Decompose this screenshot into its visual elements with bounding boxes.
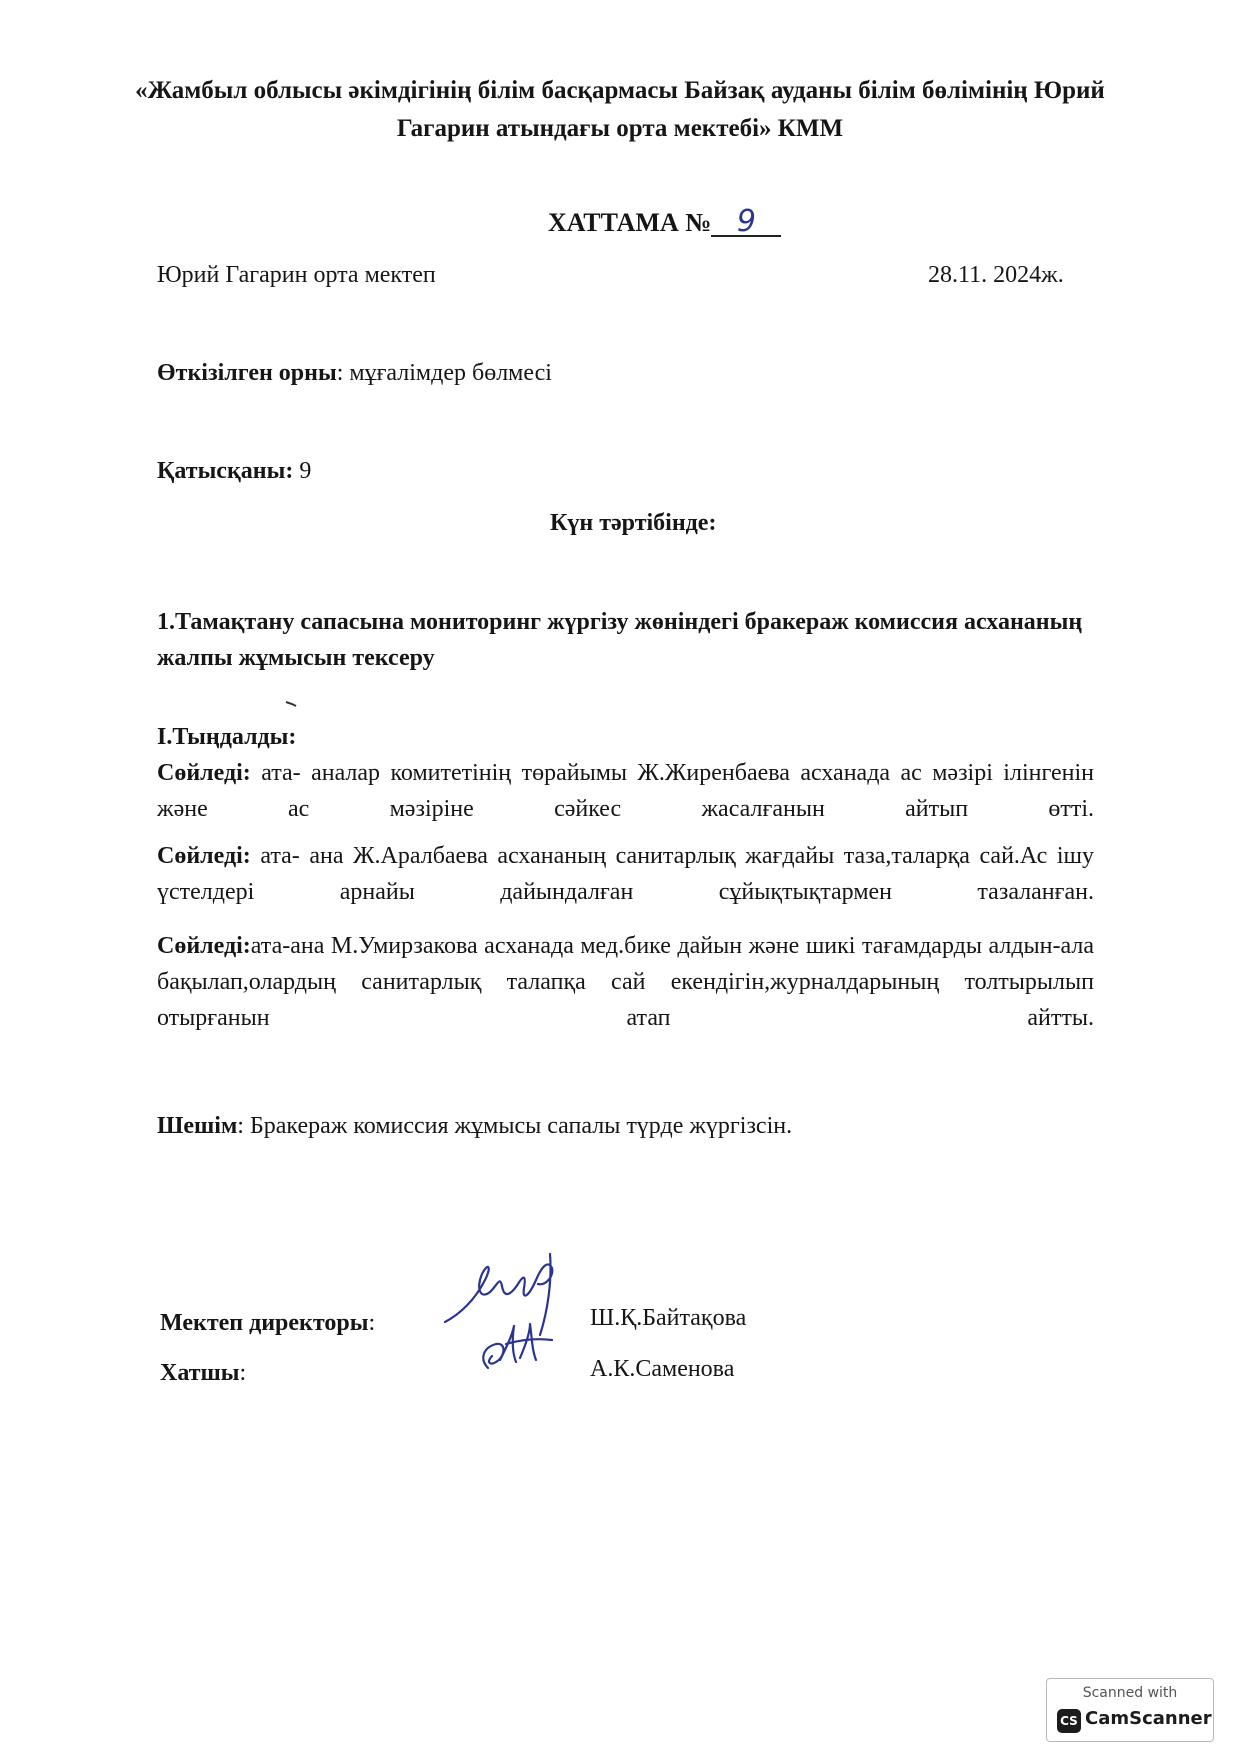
place-value: : мұғалімдер бөлмесі — [336, 360, 552, 386]
attended-label: Қатысқаны: — [157, 458, 294, 484]
director-label — [160, 1310, 375, 1337]
speaker-text: ата- ана Ж.Аралбаева асхананың санитарлық жағдайы таза,таларқа сай.Ас ішу үстелдері арнайы дайындалған сұйықтықтармен тазаланған. — [157, 843, 1094, 905]
agenda-item: 1.Тамақтану сапасына мониторинг жүргізу жөніндегі бракераж комиссия асхананың жалпы жұмысын тексеру — [157, 609, 1083, 671]
attendance — [157, 458, 311, 485]
camscanner-logo: CS — [1057, 1709, 1081, 1733]
secretary-colon: : — [239, 1360, 247, 1386]
decision — [157, 1113, 792, 1140]
director-signature — [445, 1254, 552, 1335]
protocol-title — [548, 204, 781, 239]
speaker-text: ата- аналар комитетінің төрайымы Ж.Жиренбаева асханада ас мәзірі ілінгенін және ас мәзіріне сәйкес жасалғанын айтып өтті. — [157, 760, 1094, 822]
camscanner-brand: CamScanner — [1085, 1708, 1212, 1729]
meeting-place — [157, 360, 552, 387]
decision-text: : Бракераж комиссия жұмысы сапалы түрде жүргізсін. — [237, 1113, 793, 1139]
speaker-statement — [157, 928, 1094, 1036]
school-name: Юрий Гагарин орта мектеп — [157, 262, 436, 288]
director-label-text: Мектеп директоры — [160, 1310, 369, 1336]
speaker-label: Сөйледі: — [157, 760, 251, 786]
director-colon: : — [368, 1310, 376, 1336]
scanned-with-text: Scanned with — [1082, 1685, 1178, 1701]
protocol-title-label: ХАТТАМА № — [548, 208, 712, 237]
protocol-number: 9 — [711, 209, 781, 237]
director-name: Ш.Қ.Байтақова — [590, 1305, 747, 1331]
speaker-label: Сөйледі: — [157, 843, 251, 869]
speaker-label: Сөйледі: — [157, 933, 251, 959]
handwritten-signatures — [440, 1240, 600, 1390]
place-label: Өткізілген орны — [157, 360, 337, 386]
attended-value: 9 — [293, 458, 312, 484]
protocol-date: 28.11. 2024ж. — [928, 262, 1064, 288]
organization-header: «Жамбыл облысы әкімдігінің білім басқармасы Байзақ ауданы білім бөлімінің Юрий Гагарин атындағы орта мектебі» КММ — [135, 77, 1105, 142]
speaker-statement — [157, 838, 1094, 910]
secretary-label-text: Хатшы — [160, 1360, 240, 1386]
heard-heading: І.Тыңдалды: — [157, 724, 297, 750]
stray-mark — [285, 701, 297, 707]
speaker-statement — [157, 755, 1094, 827]
decision-label: Шешім — [157, 1113, 238, 1139]
camscanner-watermark — [1046, 1678, 1214, 1742]
speaker-text: ата-ана М.Умирзакова асханада мед.бике дайын және шикі тағамдарды алдын-ала бақылап,олардың санитарлық талапқа сай екендігін,журналдарының толтырылып отырғанын атап айтты. — [157, 933, 1094, 1031]
secretary-name: А.К.Саменова — [590, 1356, 735, 1382]
secretary-label — [160, 1360, 246, 1387]
agenda-heading: Күн тәртібінде: — [550, 510, 717, 536]
